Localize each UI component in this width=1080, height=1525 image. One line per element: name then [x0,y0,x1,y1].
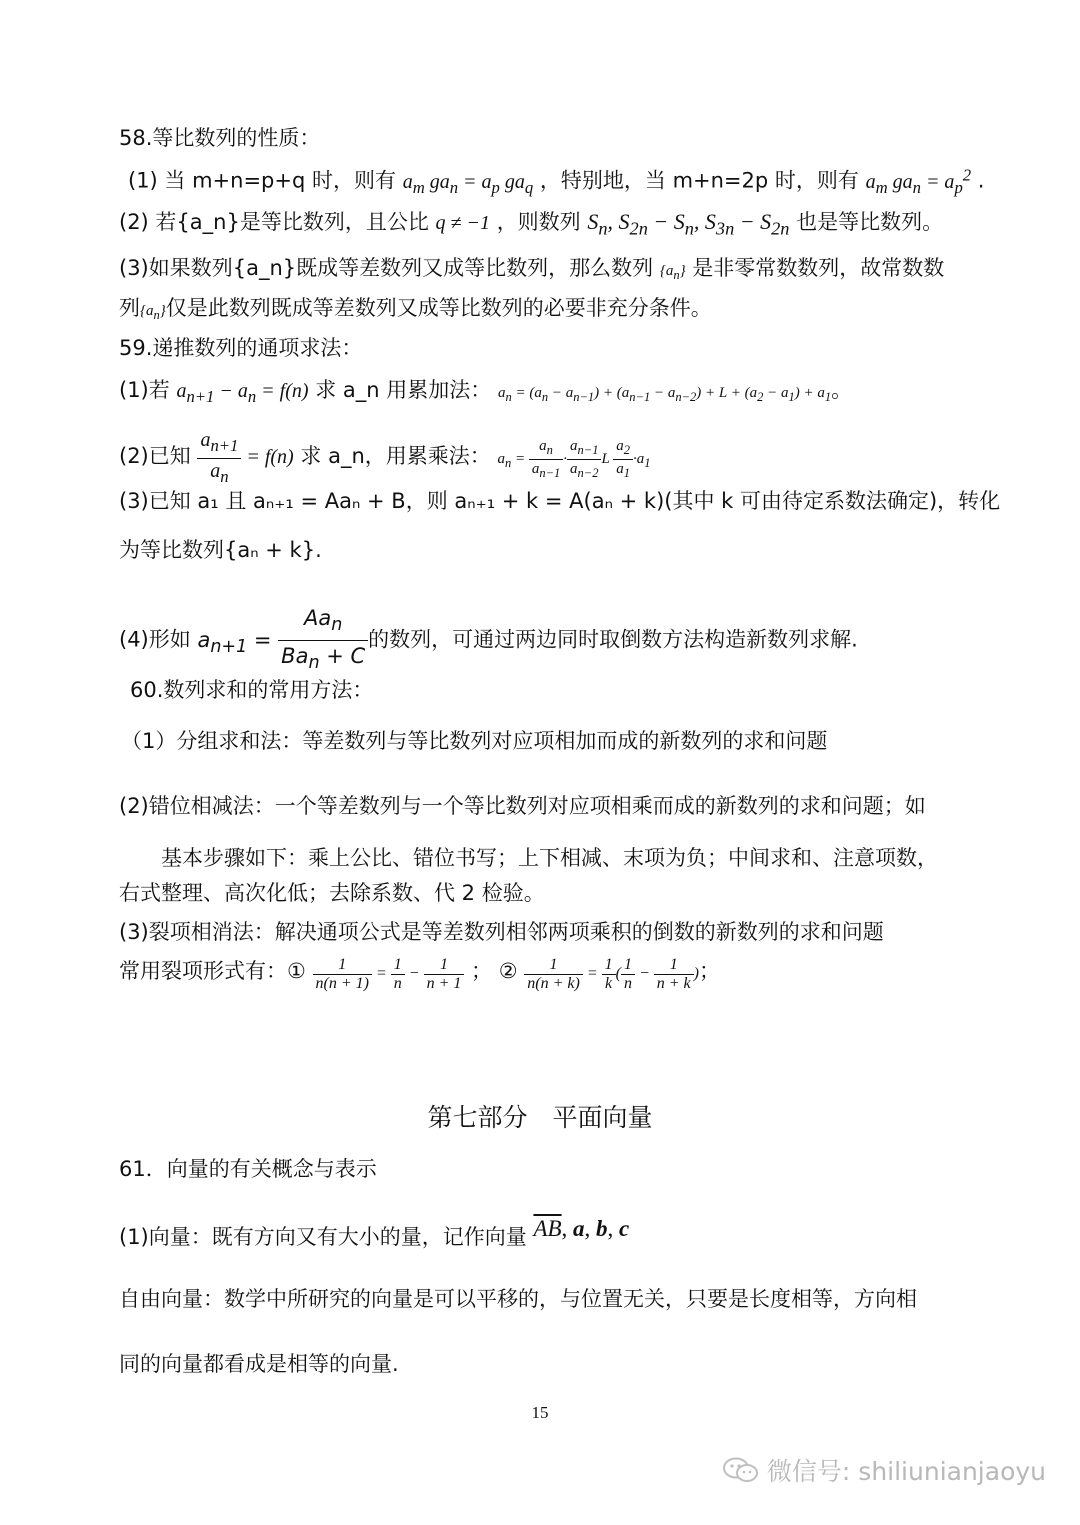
text: (1)向量：既有方向又有大小的量，记作向量 [119,1225,527,1249]
section-59-title: 59.递推数列的通项求法： [119,336,363,360]
formula-difference: $a_{n+1} - a_n = f(n)$ [176,380,309,406]
s59-method-4 [119,603,858,678]
formula-seq-an: $\{a_n\}$ [659,263,686,282]
s59-method-1 [119,376,852,411]
formula-product-equal: $a_m$ $ga_n = a_p$ $ga_q$ [402,170,534,197]
s61-vector-definition [119,1216,630,1251]
text: 是非零常数数列，故常数数 [692,256,945,280]
text: ； ② [471,959,518,984]
text: 也是等比数列。 [796,210,944,234]
s60-method-1: （1）分组求和法：等差数列与等比数列对应项相加而成的新数列的求和问题 [121,729,828,753]
text: ，特别地，当 m+n=2p 时，则有 [539,168,859,193]
formula-split-1: $\frac{1}{n(n + 1)}$ = $\frac{1}{n}$ − $\frac{1}{n + 1}$ [313,965,465,982]
s59-method-3-line2: 为等比数列{aₙ + k}. [119,538,322,562]
formula-split-2: $\frac{1}{n(n + k)}$ = $\frac{1}{k}$ ( $\frac{1}{n}$ − $\frac{1}{n + k}$ ) [524,965,699,982]
text: 仅是此数列既成等差数列又成等比数列的必要非充分条件。 [165,296,712,320]
section-60-title: 60.数列求和的常用方法： [130,678,374,702]
text: (4)形如 [119,627,191,652]
page-number: 15 [531,1403,549,1422]
text: (2) 若{a_n}是等比数列，且公比 [119,210,429,234]
formula-seq-an: $\{a_n\}$ [140,303,166,322]
text: 。 [831,378,853,402]
s58-property-1 [128,161,984,202]
text: 求 a_n 用累加法： [315,378,492,402]
formula-ratio: $\frac{a_{n+1}}{a_n}$ = f(n) [197,446,293,468]
s60-method-3: (3)裂项相消法：解决通项公式是等差数列相邻两项乘积的倒数的新数列的求和问题 [119,920,884,944]
wechat-icon [721,1455,761,1491]
formula-partial-sums: $S_n$, $S_{2n} - S_n$, $S_{3n} - S_{2n}$ [587,209,790,239]
part-heading: 第七部分 平面向量 [427,1103,653,1132]
s59-method-2 [119,428,651,489]
text: 的数列，可通过两边同时取倒数方法构造新数列求解. [368,627,858,652]
free-vector-line1: 自由向量：数学中所研究的向量是可以平移的，与位置无关，只要是长度相等，方向相 [119,1287,917,1311]
text: 求 a_n，用累乘法： [300,444,491,469]
s59-method-3-line1: (3)已知 a₁ 且 aₙ₊₁ = Aaₙ + B，则 aₙ₊₁ + k = A(aₙ + k)(其中 k 可由待定系数法确定)，转化 [119,489,1001,513]
watermark-text: 微信号: shiliunianjaoyu [766,1457,1046,1486]
watermark [721,1452,1046,1491]
s58-property-2 [119,208,943,242]
formula-square-equal: $a_m$ $ga_n = a_p^2$ [865,165,972,197]
s60-method-3-forms [119,956,720,993]
formula-accumulate-sum: $a_n = (a_n - a_{n-1}) + (a_{n-1} - a_{n-2}) + L + (a_2 - a_1) + a_1$ [497,385,832,404]
section-58-title: 58.等比数列的性质： [119,126,321,150]
text: (3)如果数列{a_n}既成等差数列又成等比数列，那么数列 [119,256,654,280]
text: ； [698,959,720,984]
free-vector-line2: 同的向量都看成是相等的向量. [119,1352,399,1376]
s58-property-3-line2 [119,294,712,329]
text: (1)若 [119,378,170,402]
s60-method-2: (2)错位相减法：一个等差数列与一个等比数列对应项相乘而成的新数列的求和问题；如 [119,794,926,818]
formula-accumulate-product: $a_n$ = $\frac{a_n}{a_{n-1}}$ · $\frac{a_{n-1}}{a_{n-2}}$ L $\frac{a_2}{a_1}$ $\cdot a_1$ [497,438,651,481]
formula-vector-notation: $\overline{AB}$, a, b, c [533,1216,630,1241]
formula-reciprocal-form: $a_{n+1}$ = $\frac{Aa_n}{Ba_n + C}$ [197,628,368,652]
text: (1) 当 m+n=p+q 时，则有 [128,168,396,193]
text: 列 [119,296,140,320]
s60-method-2-steps-line2: 右式整理、高次化低；去除系数、代 2 检验。 [119,881,545,905]
text: (2)已知 [119,444,191,469]
s60-method-2-steps-line1: 基本步骤如下：乘上公比、错位书写；上下相减、末项为负；中间求和、注意项数， [161,846,938,870]
text: 常用裂项形式有：① [119,959,306,984]
text: ，则数列 [496,210,581,234]
text: . [977,168,985,193]
s58-property-3-line1 [119,254,944,289]
section-61-title: 61．向量的有关概念与表示 [119,1157,377,1181]
formula-ratio-condition: q ≠ −1 [435,212,490,234]
